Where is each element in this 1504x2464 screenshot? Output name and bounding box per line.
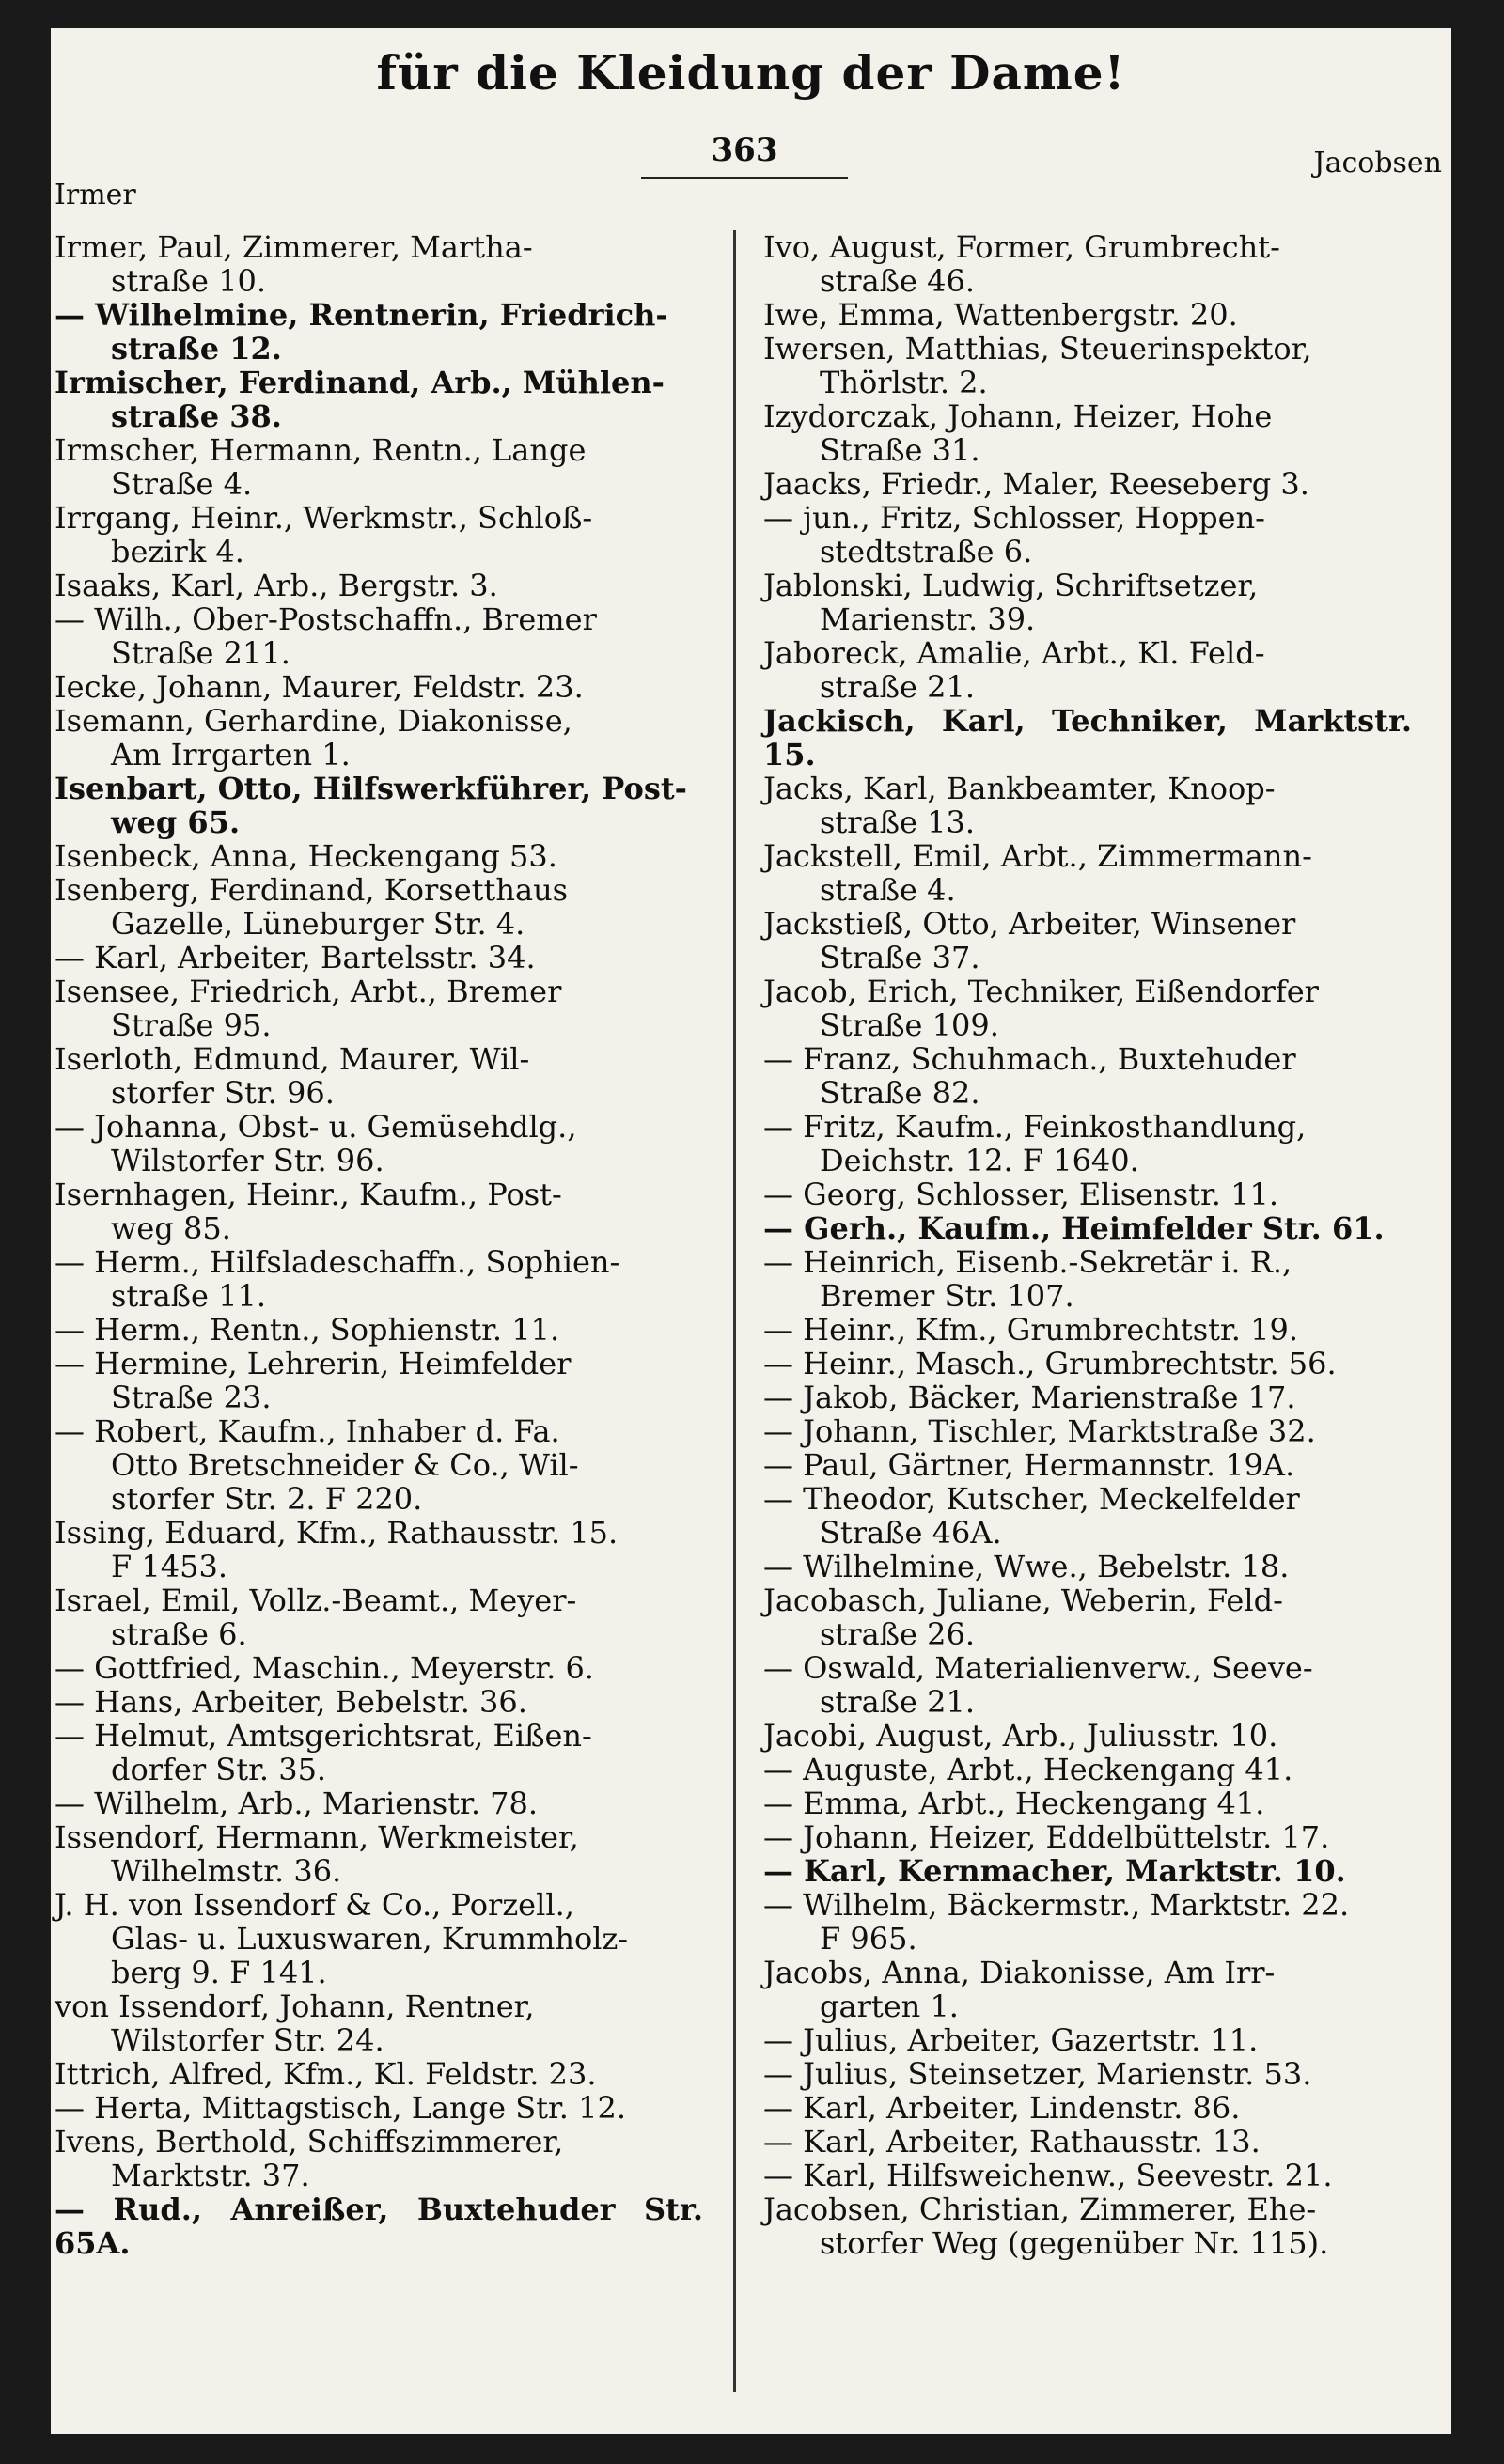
directory-entry: [763, 1753, 1412, 1786]
directory-entry: [55, 2057, 703, 2091]
directory-entry: [763, 2125, 1412, 2159]
entry-line: — Johanna, Obst- u. Gemüsehdlg.,: [55, 1109, 577, 1145]
advertisement-heading: für die Kleidung der Dame!: [376, 45, 1126, 101]
running-head-right: Jacobsen: [1313, 147, 1442, 179]
entry-line: Irmer, Paul, Zimmerer, Martha-: [55, 229, 533, 265]
entry-continuation: straße 26.: [820, 1616, 976, 1652]
entry-line: Issendorf, Hermann, Werkmeister,: [55, 1819, 579, 1855]
directory-entry: [763, 1347, 1412, 1380]
entry-line: Ivens, Berthold, Schiffszimmerer,: [55, 2124, 564, 2160]
entry-continuation: straße 11.: [111, 1278, 267, 1314]
directory-entry: [55, 1245, 703, 1313]
directory-entry: [763, 230, 1412, 298]
entry-continuation: straße 4.: [820, 872, 956, 908]
entry-line: — Wilhelmine, Wwe., Bebelstr. 18.: [763, 1549, 1290, 1584]
entry-continuation: dorfer Str. 35.: [111, 1752, 327, 1787]
entry-continuation: storfer Str. 2. F 220.: [111, 1481, 423, 1517]
column-divider: [733, 230, 736, 2392]
entry-continuation: Marktstr. 37.: [111, 2158, 310, 2193]
entry-line: — Karl, Arbeiter, Lindenstr. 86.: [763, 2090, 1241, 2126]
directory-entry: [55, 839, 703, 873]
directory-entry: [763, 298, 1412, 332]
entry-line: — Gottfried, Maschin., Meyerstr. 6.: [55, 1650, 594, 1686]
directory-entry: [763, 2192, 1412, 2260]
entry-continuation: Straße 109.: [820, 1007, 999, 1043]
entry-line: — Hans, Arbeiter, Bebelstr. 36.: [55, 1684, 527, 1720]
entry-continuation: Straße 211.: [111, 635, 290, 671]
directory-entry: [763, 1414, 1412, 1448]
entry-line: Jacobs, Anna, Diakonisse, Am Irr-: [763, 1955, 1276, 1990]
entry-line: Isensee, Friedrich, Arbt., Bremer: [55, 974, 562, 1009]
entry-continuation: Thörlstr. 2.: [820, 365, 988, 400]
directory-entry: [763, 332, 1412, 399]
entry-line: Isenbart, Otto, Hilfswerkführer, Post-: [55, 771, 687, 806]
entry-continuation: storfer Weg (gegenüber Nr. 115).: [820, 2225, 1329, 2261]
entry-line: — Julius, Steinsetzer, Marienstr. 53.: [763, 2056, 1312, 2092]
entry-line: Isenbeck, Anna, Heckengang 53.: [55, 838, 557, 874]
page-number-rule: [641, 177, 848, 179]
directory-entry: [763, 1888, 1412, 1956]
directory-entry: [55, 366, 703, 433]
entry-continuation: F 965.: [820, 1921, 917, 1957]
directory-entry: [55, 1820, 703, 1888]
entry-line: Issing, Eduard, Kfm., Rathausstr. 15.: [55, 1515, 619, 1551]
directory-entry: [55, 501, 703, 569]
running-head-left: Irmer: [55, 179, 136, 211]
entry-line: Jackstieß, Otto, Arbeiter, Winsener: [763, 906, 1296, 942]
entry-continuation: bezirk 4.: [111, 534, 244, 569]
entry-line: — Auguste, Arbt., Heckengang 41.: [763, 1752, 1293, 1787]
directory-entry: [55, 873, 703, 941]
entry-line: — Johann, Tischler, Marktstraße 32.: [763, 1413, 1316, 1449]
directory-entry: [55, 298, 703, 366]
directory-entry: [763, 704, 1412, 772]
directory-entry: [763, 467, 1412, 501]
entry-line: — Robert, Kaufm., Inhaber d. Fa.: [55, 1413, 560, 1449]
entry-line: — Rud., Anreißer, Buxtehuder Str. 65A.: [55, 2191, 703, 2261]
entry-line: — Johann, Heizer, Eddelbüttelstr. 17.: [763, 1819, 1330, 1855]
entry-line: Isemann, Gerhardine, Diakonisse,: [55, 703, 572, 739]
entry-continuation: Deichstr. 12. F 1640.: [820, 1143, 1139, 1178]
entry-line: Izydorczak, Johann, Heizer, Hohe: [763, 398, 1273, 434]
entry-line: — Helmut, Amtsgerichtsrat, Eißen-: [55, 1718, 592, 1754]
directory-entry: [55, 230, 703, 298]
directory-entry: [763, 1211, 1412, 1245]
entry-line: Jackstell, Emil, Arbt., Zimmermann-: [763, 838, 1312, 874]
directory-entry: [55, 1516, 703, 1583]
entry-continuation: straße 21.: [820, 1684, 976, 1720]
directory-entry: [55, 704, 703, 772]
entry-continuation: Straße 23.: [111, 1380, 272, 1415]
directory-entry: [55, 1651, 703, 1685]
directory-entry: [763, 1482, 1412, 1550]
entry-line: — Julius, Arbeiter, Gazertstr. 11.: [763, 2022, 1259, 2058]
directory-entry: [763, 501, 1412, 569]
entry-continuation: Gazelle, Lüneburger Str. 4.: [111, 906, 525, 942]
entry-line: — Herm., Rentn., Sophienstr. 11.: [55, 1312, 560, 1348]
entry-line: Ivo, August, Former, Grumbrecht-: [763, 229, 1280, 265]
directory-entry: [763, 1820, 1412, 1854]
entry-continuation: Straße 37.: [820, 940, 980, 975]
directory-entry: [763, 1380, 1412, 1414]
entry-line: — Emma, Arbt., Heckengang 41.: [763, 1786, 1265, 1821]
directory-entry: [763, 569, 1412, 636]
entry-line: Iecke, Johann, Maurer, Feldstr. 23.: [55, 669, 584, 705]
page-number: 363: [711, 132, 778, 169]
right-column: [763, 230, 1412, 2260]
entry-line: — Paul, Gärtner, Hermannstr. 19A.: [763, 1447, 1295, 1483]
directory-entry: [763, 1854, 1412, 1888]
directory-entry: [763, 2091, 1412, 2125]
directory-entry: [763, 1786, 1412, 1820]
directory-entry: [55, 1177, 703, 1245]
entry-line: Jaacks, Friedr., Maler, Reeseberg 3.: [763, 466, 1309, 502]
entry-continuation: Marienstr. 39.: [820, 601, 1036, 637]
directory-entry: [55, 433, 703, 501]
entry-line: — Wilh., Ober-Postschaffn., Bremer: [55, 601, 597, 637]
entry-line: — Theodor, Kutscher, Meckelfelder: [763, 1481, 1300, 1517]
directory-entry: [55, 772, 703, 839]
entry-continuation: Straße 31.: [820, 432, 980, 468]
directory-entry: [763, 1583, 1412, 1651]
directory-entry: [763, 1245, 1412, 1313]
entry-line: Jacobasch, Juliane, Weberin, Feld-: [763, 1583, 1283, 1618]
directory-entry: [763, 772, 1412, 839]
entry-line: — Franz, Schuhmach., Buxtehuder: [763, 1041, 1296, 1077]
entry-line: — Jakob, Bäcker, Marienstraße 17.: [763, 1380, 1296, 1415]
directory-entry: [55, 1414, 703, 1516]
entry-line: Isernhagen, Heinr., Kaufm., Post-: [55, 1177, 562, 1212]
entry-line: Jackisch, Karl, Techniker, Marktstr. 15.: [763, 703, 1412, 772]
directory-entry: [55, 1719, 703, 1786]
entry-continuation: garten 1.: [820, 1988, 959, 2024]
entry-continuation: storfer Str. 96.: [111, 1075, 335, 1111]
entry-continuation: Am Irrgarten 1.: [111, 737, 351, 772]
entry-line: Jaboreck, Amalie, Arbt., Kl. Feld-: [763, 635, 1265, 671]
directory-entry: [763, 1956, 1412, 2023]
entry-continuation: straße 38.: [111, 398, 282, 434]
entry-line: Isenberg, Ferdinand, Korsetthaus: [55, 872, 569, 908]
entry-line: Jablonski, Ludwig, Schriftsetzer,: [763, 568, 1259, 603]
entry-continuation: straße 13.: [820, 804, 976, 840]
directory-entry: [55, 1042, 703, 1110]
directory-entry: [763, 975, 1412, 1042]
directory-entry: [55, 1888, 703, 1989]
entry-line: — Herm., Hilfsladeschaffn., Sophien-: [55, 1244, 620, 1280]
directory-entry: [55, 2091, 703, 2125]
entry-line: Irrgang, Heinr., Werkmstr., Schloß-: [55, 500, 593, 536]
entry-line: — Heinrich, Eisenb.-Sekretär i. R.,: [763, 1244, 1292, 1280]
entry-line: — Herta, Mittagstisch, Lange Str. 12.: [55, 2090, 627, 2126]
entry-line: — Karl, Kernmacher, Marktstr. 10.: [763, 1853, 1346, 1889]
directory-entry: [763, 1110, 1412, 1177]
directory-entry: [55, 975, 703, 1042]
directory-entry: [763, 907, 1412, 975]
entry-line: Iserloth, Edmund, Maurer, Wil-: [55, 1041, 530, 1077]
entry-continuation: straße 21.: [820, 669, 976, 705]
entry-line: Iwersen, Matthias, Steuerinspektor,: [763, 331, 1312, 366]
entry-continuation: Straße 46A.: [820, 1515, 1002, 1551]
directory-entry: [55, 1313, 703, 1347]
entry-continuation: stedtstraße 6.: [820, 534, 1033, 569]
entry-continuation: Otto Bretschneider & Co., Wil-: [111, 1447, 579, 1483]
entry-continuation: Bremer Str. 107.: [820, 1278, 1074, 1314]
directory-entry: [55, 1583, 703, 1651]
entry-line: J. H. von Issendorf & Co., Porzell.,: [55, 1887, 574, 1923]
entry-line: — Karl, Arbeiter, Bartelsstr. 34.: [55, 940, 536, 975]
directory-entry: [55, 602, 703, 670]
entry-line: — Hermine, Lehrerin, Heimfelder: [55, 1346, 572, 1381]
directory-entry: [763, 1448, 1412, 1482]
directory-entry: [763, 839, 1412, 907]
entry-continuation: weg 85.: [111, 1210, 231, 1246]
entry-line: Jacks, Karl, Bankbeamter, Knoop-: [763, 771, 1276, 806]
entry-continuation: Wilhelmstr. 36.: [111, 1853, 342, 1889]
entry-line: — Fritz, Kaufm., Feinkosthandlung,: [763, 1109, 1307, 1145]
directory-entry: [55, 1786, 703, 1820]
entry-continuation: F 1453.: [111, 1549, 227, 1584]
entry-line: — Wilhelm, Bäckermstr., Marktstr. 22.: [763, 1887, 1350, 1923]
directory-entry: [763, 1719, 1412, 1753]
directory-entry: [55, 2192, 703, 2260]
entry-line: — jun., Fritz, Schlosser, Hoppen-: [763, 500, 1265, 536]
entry-line: — Karl, Hilfsweichenw., Seevestr. 21.: [763, 2158, 1333, 2193]
directory-entry: [763, 1042, 1412, 1110]
entry-line: — Gerh., Kaufm., Heimfelder Str. 61.: [763, 1210, 1385, 1246]
directory-entry: [763, 2057, 1412, 2091]
entry-line: Jacobi, August, Arb., Juliusstr. 10.: [763, 1718, 1278, 1754]
entry-line: Iwe, Emma, Wattenbergstr. 20.: [763, 297, 1238, 333]
directory-entry: [763, 1651, 1412, 1719]
entry-continuation: straße 46.: [820, 263, 976, 299]
entry-line: Irmscher, Hermann, Rentn., Lange: [55, 432, 587, 468]
directory-entry: [763, 1313, 1412, 1347]
directory-entry: [763, 2023, 1412, 2057]
directory-entry: [763, 636, 1412, 704]
entry-line: Israel, Emil, Vollz.-Beamt., Meyer-: [55, 1583, 577, 1618]
directory-entry: [763, 399, 1412, 467]
directory-entry: [55, 1110, 703, 1177]
entry-continuation: Straße 4.: [111, 466, 253, 502]
entry-line: — Oswald, Materialienverw., Seeve-: [763, 1650, 1313, 1686]
entry-line: — Wilhelm, Arb., Marienstr. 78.: [55, 1786, 539, 1821]
directory-entry: [55, 1347, 703, 1414]
entry-line: — Karl, Arbeiter, Rathausstr. 13.: [763, 2124, 1261, 2160]
entry-line: von Issendorf, Johann, Rentner,: [55, 1988, 535, 2024]
entry-continuation: Straße 95.: [111, 1007, 272, 1043]
entry-line: Isaaks, Karl, Arb., Bergstr. 3.: [55, 568, 498, 603]
entry-continuation: Wilstorfer Str. 96.: [111, 1143, 384, 1178]
entry-line: Jacob, Erich, Techniker, Eißendorfer: [763, 974, 1319, 1009]
directory-page: [51, 28, 1451, 2434]
entry-continuation: straße 12.: [111, 331, 282, 366]
directory-entry: [763, 2159, 1412, 2192]
entry-line: Ittrich, Alfred, Kfm., Kl. Feldstr. 23.: [55, 2056, 597, 2092]
entry-line: — Wilhelmine, Rentnerin, Friedrich-: [55, 297, 668, 333]
directory-entry: [55, 941, 703, 975]
entry-continuation: straße 6.: [111, 1616, 247, 1652]
entry-continuation: Straße 82.: [820, 1075, 980, 1111]
entry-continuation: berg 9. F 141.: [111, 1955, 327, 1990]
directory-entry: [55, 670, 703, 704]
entry-continuation: Glas- u. Luxuswaren, Krummholz-: [111, 1921, 629, 1957]
entry-line: — Heinr., Kfm., Grumbrechtstr. 19.: [763, 1312, 1298, 1348]
left-column: [55, 230, 703, 2260]
entry-continuation: Wilstorfer Str. 24.: [111, 2022, 384, 2058]
directory-entry: [763, 1550, 1412, 1583]
entry-line: Jacobsen, Christian, Zimmerer, Ehe-: [763, 2191, 1317, 2227]
directory-entry: [55, 1989, 703, 2057]
entry-continuation: straße 10.: [111, 263, 267, 299]
directory-entry: [763, 1177, 1412, 1211]
entry-continuation: weg 65.: [111, 804, 241, 840]
entry-line: — Georg, Schlosser, Elisenstr. 11.: [763, 1177, 1279, 1212]
entry-line: — Heinr., Masch., Grumbrechtstr. 56.: [763, 1346, 1337, 1381]
entry-line: Irmischer, Ferdinand, Arb., Mühlen-: [55, 365, 665, 400]
directory-entry: [55, 2125, 703, 2192]
directory-entry: [55, 569, 703, 602]
directory-entry: [55, 1685, 703, 1719]
